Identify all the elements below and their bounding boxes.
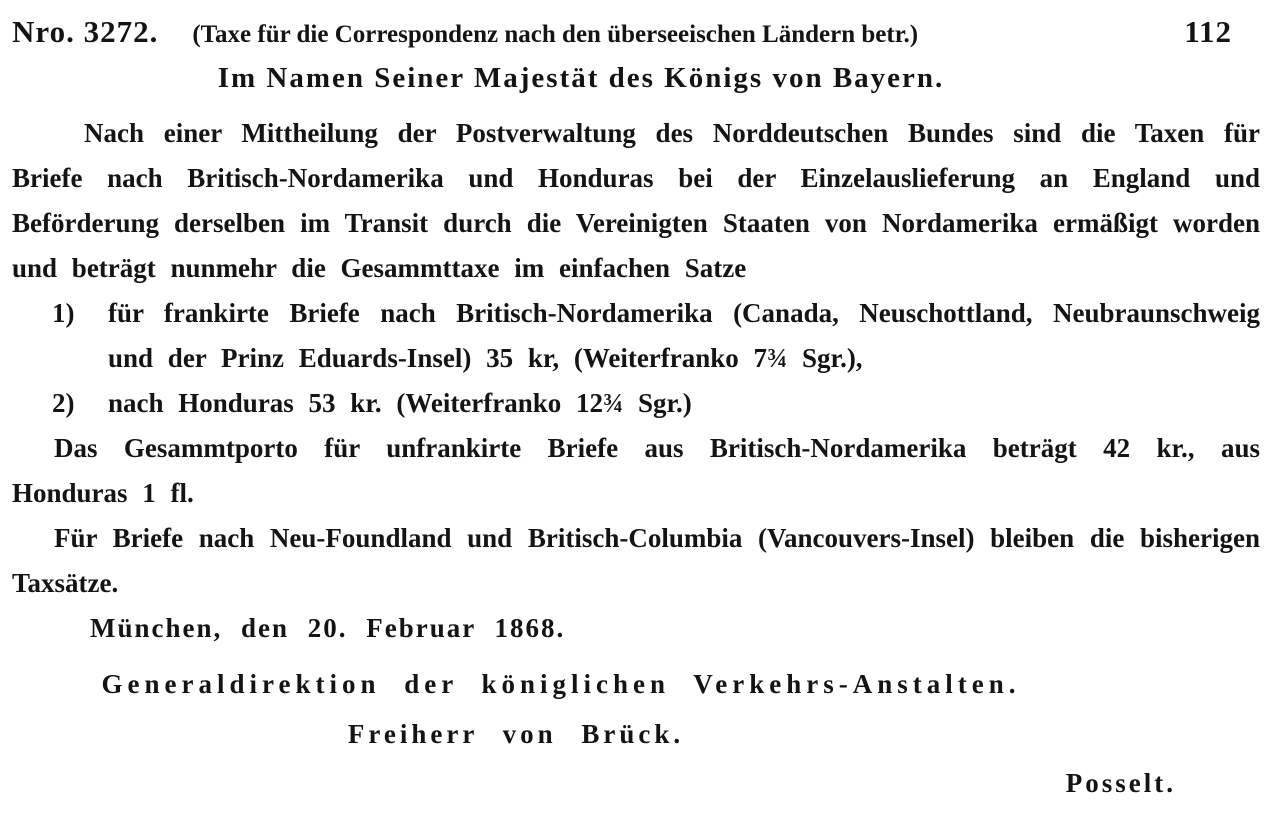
signature-signer: Freiherr von Brück. (347, 719, 685, 749)
list-item (52, 381, 1260, 426)
list-item (52, 291, 1260, 381)
paragraph-existing-rates: Für Briefe nach Neu-Foundland und Britisch-Columbia (Vancouvers-Insel) bleiben die bisherigen Taxsätze. (12, 523, 1260, 598)
list-item-text: nach Honduras 53 kr. (Weiterfranko 12¾ Sgr.) (108, 388, 692, 418)
decree-number: Nro. 3272. (12, 14, 159, 49)
subject-line: (Taxe für die Correspondenz nach den überseeischen Ländern betr.) (192, 21, 919, 48)
proclamation-title: Im Namen Seiner Majestät des Königs von Bayern. (217, 62, 945, 94)
list-item-text: für frankirte Briefe nach Britisch-Nordamerika (Canada, Neuschottland, Neubraunschweig und der Prinz Eduards-Insel) 35 kr, (Weiterfranko 7¾ Sgr.), (108, 298, 1260, 373)
signature-countersigner: Posselt. (1065, 768, 1176, 798)
paragraph-introduction: Nach einer Mittheilung der Postverwaltung des Norddeutschen Bundes sind die Taxen für Briefe nach Britisch-Nordamerika und Honduras bei der Einzelauslieferung an England und Beförderung derselben im Transit durch die Vereinigten Staaten von Nordamerika ermäßigt worden und beträgt nunmehr die Gesammttaxe im einfachen Satze (12, 118, 1260, 283)
dateline: München, den 20. Februar 1868. (90, 613, 566, 643)
tariff-list (12, 291, 1260, 426)
list-item-marker: 1) (52, 298, 75, 328)
document-body (12, 111, 1260, 651)
signature-issuer: Generaldirektion der königlichen Verkehrs-Anstalten. (101, 669, 1021, 699)
page-number: 112 (1184, 14, 1232, 49)
paragraph-unfranked-porto: Das Gesammtporto für unfrankirte Briefe aus Britisch-Nordamerika beträgt 42 kr., aus Honduras 1 fl. (12, 433, 1260, 508)
document-header (12, 14, 1260, 50)
list-item-marker: 2) (52, 388, 75, 418)
